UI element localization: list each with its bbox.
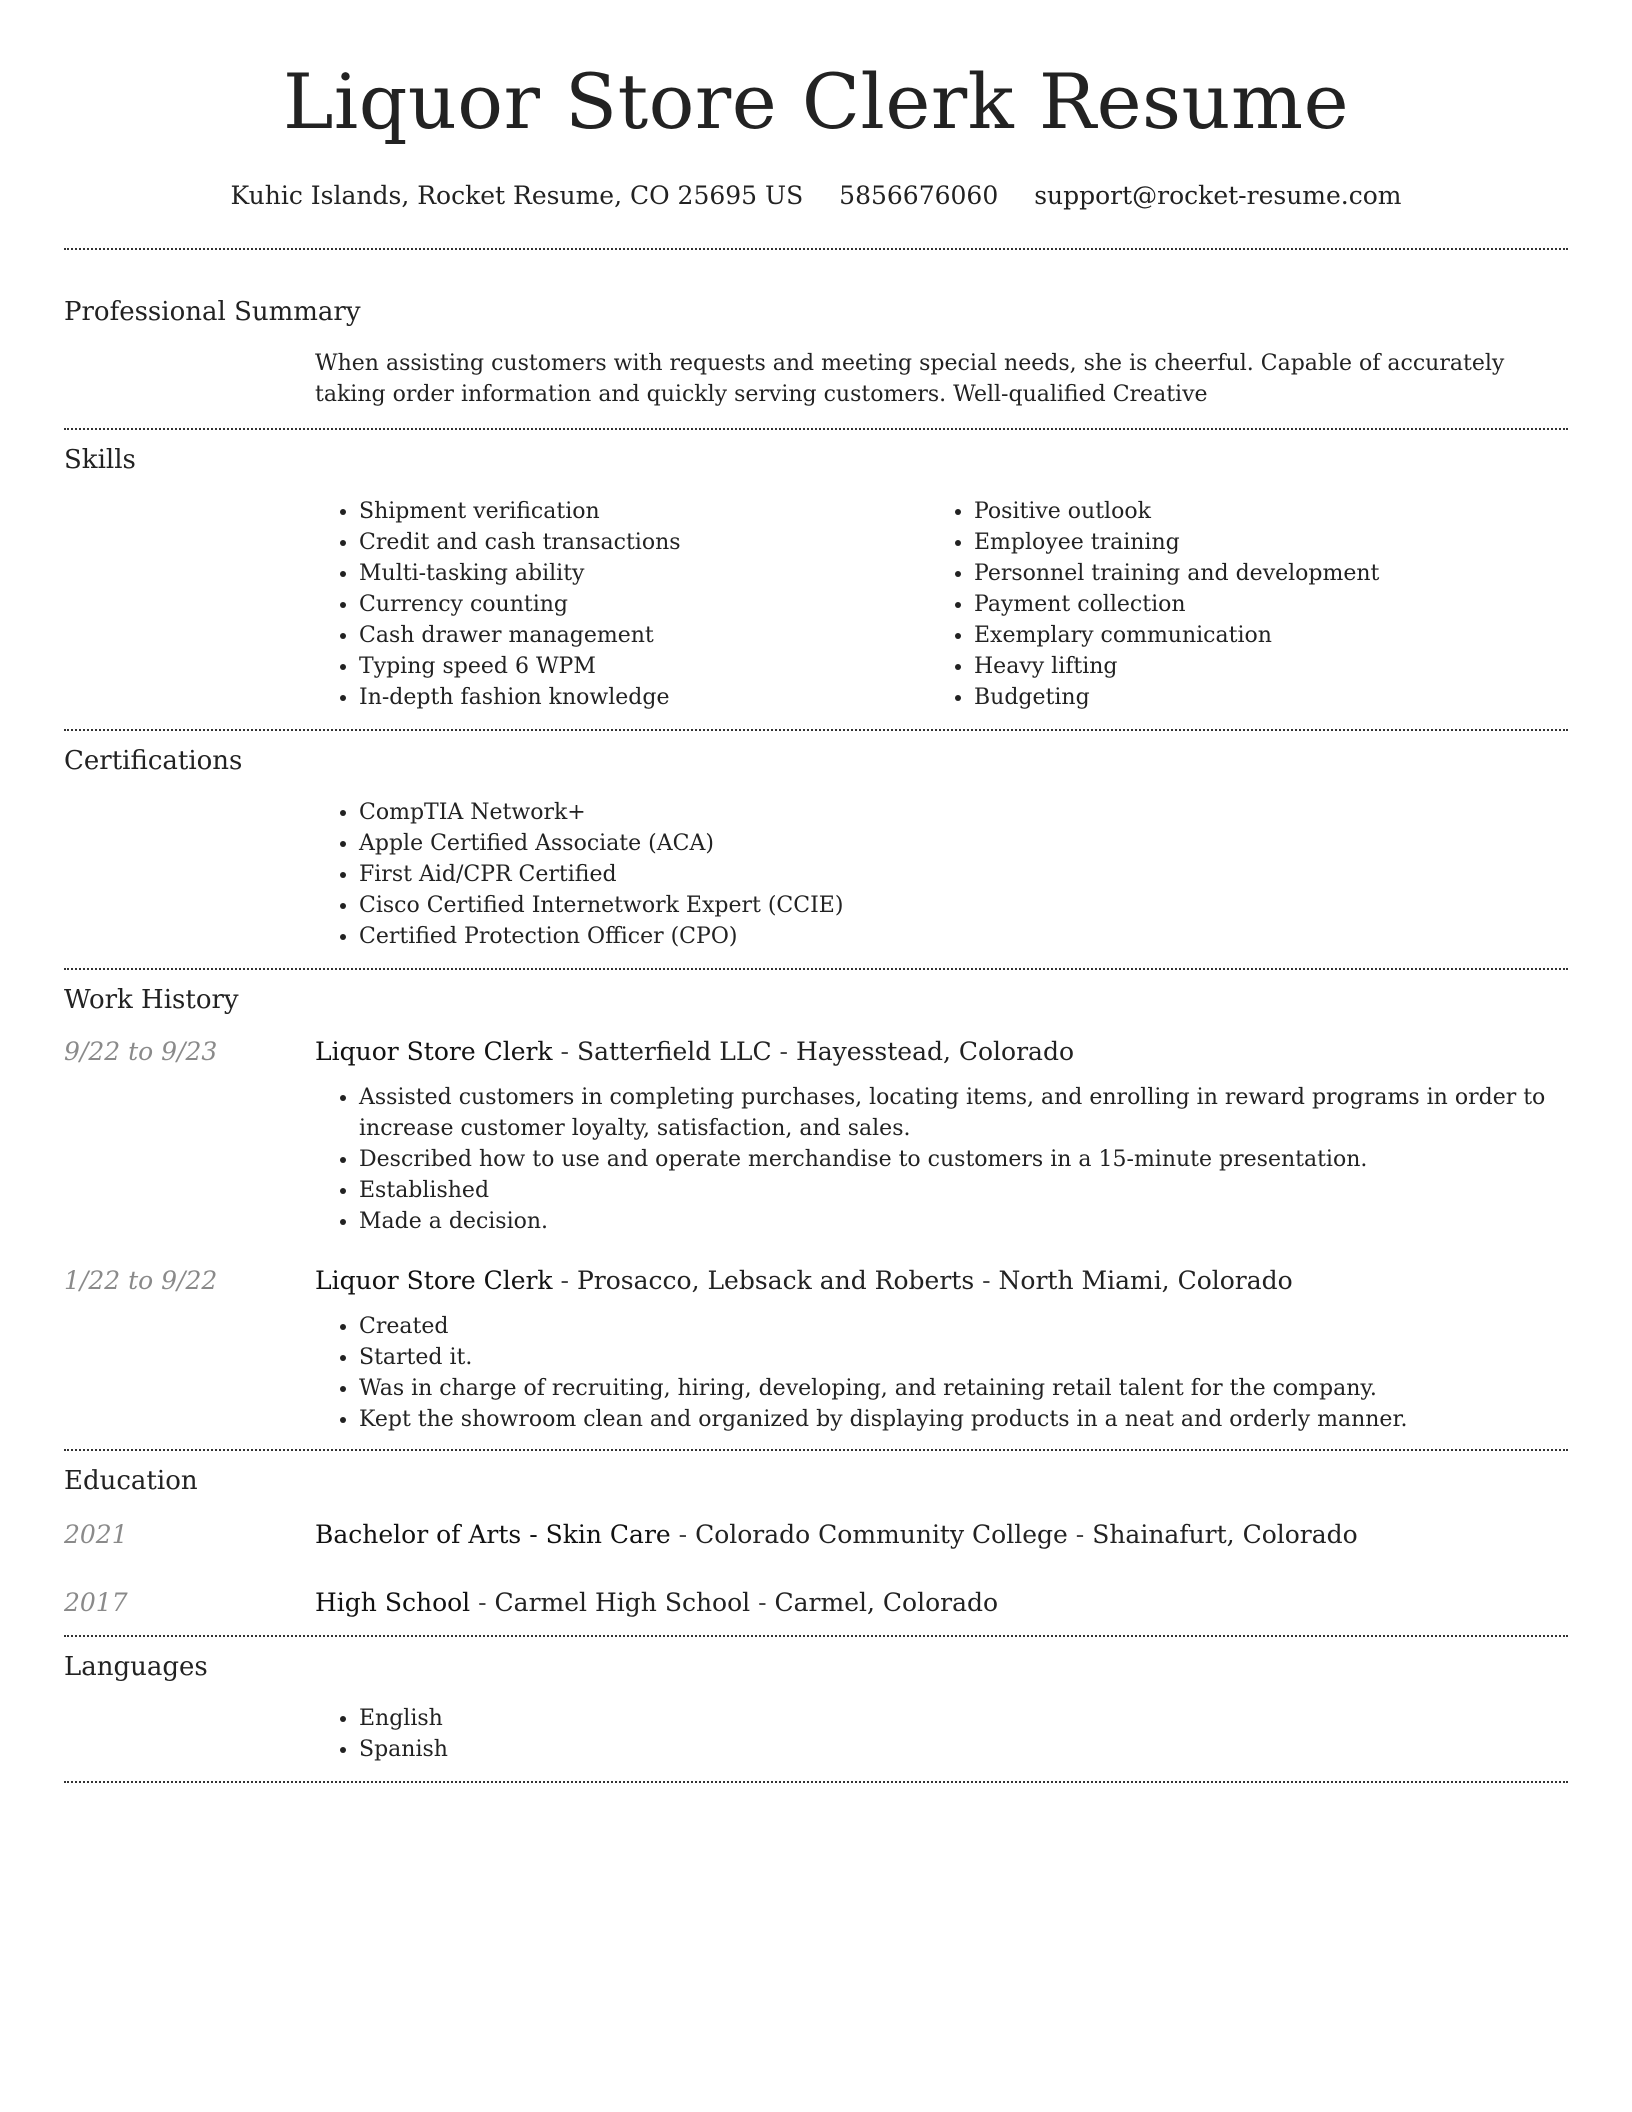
job-bullet: • Created	[359, 1311, 1568, 1342]
job-role: Liquor Store Clerk	[315, 1266, 553, 1295]
skill-item: • Currency counting	[359, 589, 930, 620]
languages-content	[315, 1685, 1568, 1781]
skill-item: • Heavy lifting	[974, 651, 1545, 682]
languages-list	[315, 1703, 1568, 1765]
education-heading: Education	[64, 1466, 198, 1496]
job-body	[315, 1034, 1568, 1237]
contact-address: Kuhic Islands, Rocket Resume, CO 25695 US	[230, 181, 804, 210]
job-bullet-list	[315, 1311, 1568, 1435]
education-location: Shainafurt, Colorado	[1092, 1520, 1358, 1549]
skills-list-left	[315, 496, 930, 713]
job-bullet: • Kept the showroom clean and organized by displaying products in a neat and orderly manner.	[359, 1404, 1568, 1435]
education-degree: Bachelor of Arts - Skin Care	[315, 1520, 671, 1549]
education-entry	[64, 1517, 1568, 1553]
education-body	[315, 1517, 1568, 1553]
education-year: 2017	[64, 1588, 128, 1617]
job-heading: Liquor Store Clerk - Prosacco, Lebsack and Roberts - North Miami, Colorado	[315, 1266, 1293, 1295]
job-bullet: • Assisted customers in completing purchases, locating items, and enrolling in reward programs in order to increase customer loyalty, satisfaction, and sales.	[359, 1082, 1568, 1144]
skills-list-right	[930, 496, 1545, 713]
certification-item: • Cisco Certified Internetwork Expert (CCIE)	[359, 890, 1568, 921]
contact-email: support@rocket-resume.com	[1034, 181, 1402, 210]
job-bullet: • Made a decision.	[359, 1206, 1568, 1237]
skill-item: • Positive outlook	[974, 496, 1545, 527]
language-item: • English	[359, 1703, 1568, 1734]
education-year: 2021	[64, 1520, 128, 1549]
certification-item: • Apple Certified Associate (ACA)	[359, 828, 1568, 859]
job-entry	[64, 1263, 1568, 1435]
certifications-heading: Certifications	[64, 746, 243, 776]
job-role: Liquor Store Clerk	[315, 1037, 553, 1066]
certifications-section	[64, 731, 1568, 968]
job-bullets	[315, 1082, 1568, 1237]
education-entry	[64, 1585, 1568, 1621]
skills-column-right	[930, 496, 1545, 713]
job-date: 9/22 to 9/23	[64, 1037, 218, 1066]
contact-phone: 5856676060	[839, 181, 999, 210]
education-heading-line: Bachelor of Arts - Skin Care - Colorado Community College - Shainafurt, Colorado	[315, 1520, 1358, 1549]
skill-item: • Budgeting	[974, 682, 1545, 713]
education-degree: High School	[315, 1588, 471, 1617]
skill-item: • Typing speed 6 WPM	[359, 651, 930, 682]
work-history-heading: Work History	[64, 985, 239, 1015]
skills-heading: Skills	[64, 445, 136, 475]
resume-title: Liquor Store Clerk Resume	[282, 57, 1350, 146]
skill-item: • Cash drawer management	[359, 620, 930, 651]
skill-item: • Shipment verification	[359, 496, 930, 527]
job-heading: Liquor Store Clerk - Satterfield LLC - Hayesstead, Colorado	[315, 1037, 1075, 1066]
section-divider	[64, 1781, 1568, 1783]
job-company: Prosacco, Lebsack and Roberts	[576, 1266, 975, 1295]
contact-line	[64, 178, 1568, 214]
summary-content	[315, 330, 1568, 428]
skill-item: • Payment collection	[974, 589, 1545, 620]
job-company: Satterfield LLC	[576, 1037, 772, 1066]
certification-item: • CompTIA Network+	[359, 797, 1568, 828]
education-list	[64, 1499, 1568, 1635]
summary-section	[64, 250, 1568, 428]
job-bullet: • Was in charge of recruiting, hiring, developing, and retaining retail talent for the company.	[359, 1373, 1568, 1404]
language-item: • Spanish	[359, 1734, 1568, 1765]
languages-section	[64, 1637, 1568, 1781]
education-section	[64, 1451, 1568, 1635]
work-history-section	[64, 970, 1568, 1449]
job-bullet: • Described how to use and operate merchandise to customers in a 15-minute presentation.	[359, 1144, 1568, 1175]
certification-item: • First Aid/CPR Certified	[359, 859, 1568, 890]
skill-item: • Exemplary communication	[974, 620, 1545, 651]
summary-heading: Professional Summary	[64, 297, 361, 327]
resume-header	[64, 0, 1568, 214]
skills-section	[64, 430, 1568, 729]
skills-column-left	[315, 496, 930, 713]
job-location: North Miami, Colorado	[998, 1266, 1293, 1295]
job-location: Hayesstead, Colorado	[795, 1037, 1075, 1066]
languages-heading: Languages	[64, 1652, 208, 1682]
education-body	[315, 1585, 1568, 1621]
education-school: Colorado Community College	[695, 1520, 1068, 1549]
education-school: Carmel High School	[494, 1588, 751, 1617]
job-date: 1/22 to 9/22	[64, 1266, 218, 1295]
education-location: Carmel, Colorado	[774, 1588, 999, 1617]
education-heading-line: High School - Carmel High School - Carmel, Colorado	[315, 1588, 999, 1617]
skills-grid	[315, 478, 1568, 729]
summary-text: When assisting customers with requests and meeting special needs, she is cheerful. Capable of accurately taking order information and quickly serving customers. Well-qualified Creative	[315, 351, 1505, 407]
job-bullet-list	[315, 1082, 1568, 1237]
skill-item: • Credit and cash transactions	[359, 527, 930, 558]
skill-item: • Personnel training and development	[974, 558, 1545, 589]
skill-item: • Multi-tasking ability	[359, 558, 930, 589]
job-entry	[64, 1034, 1568, 1237]
certifications-list	[315, 797, 1568, 952]
certifications-content	[315, 779, 1568, 968]
job-bullet: • Started it.	[359, 1342, 1568, 1373]
skill-item: • Employee training	[974, 527, 1545, 558]
jobs-list	[64, 1018, 1568, 1449]
job-body	[315, 1263, 1568, 1435]
job-bullets	[315, 1311, 1568, 1435]
certification-item: • Certified Protection Officer (CPO)	[359, 921, 1568, 952]
skill-item: • In-depth fashion knowledge	[359, 682, 930, 713]
job-bullet: • Established	[359, 1175, 1568, 1206]
